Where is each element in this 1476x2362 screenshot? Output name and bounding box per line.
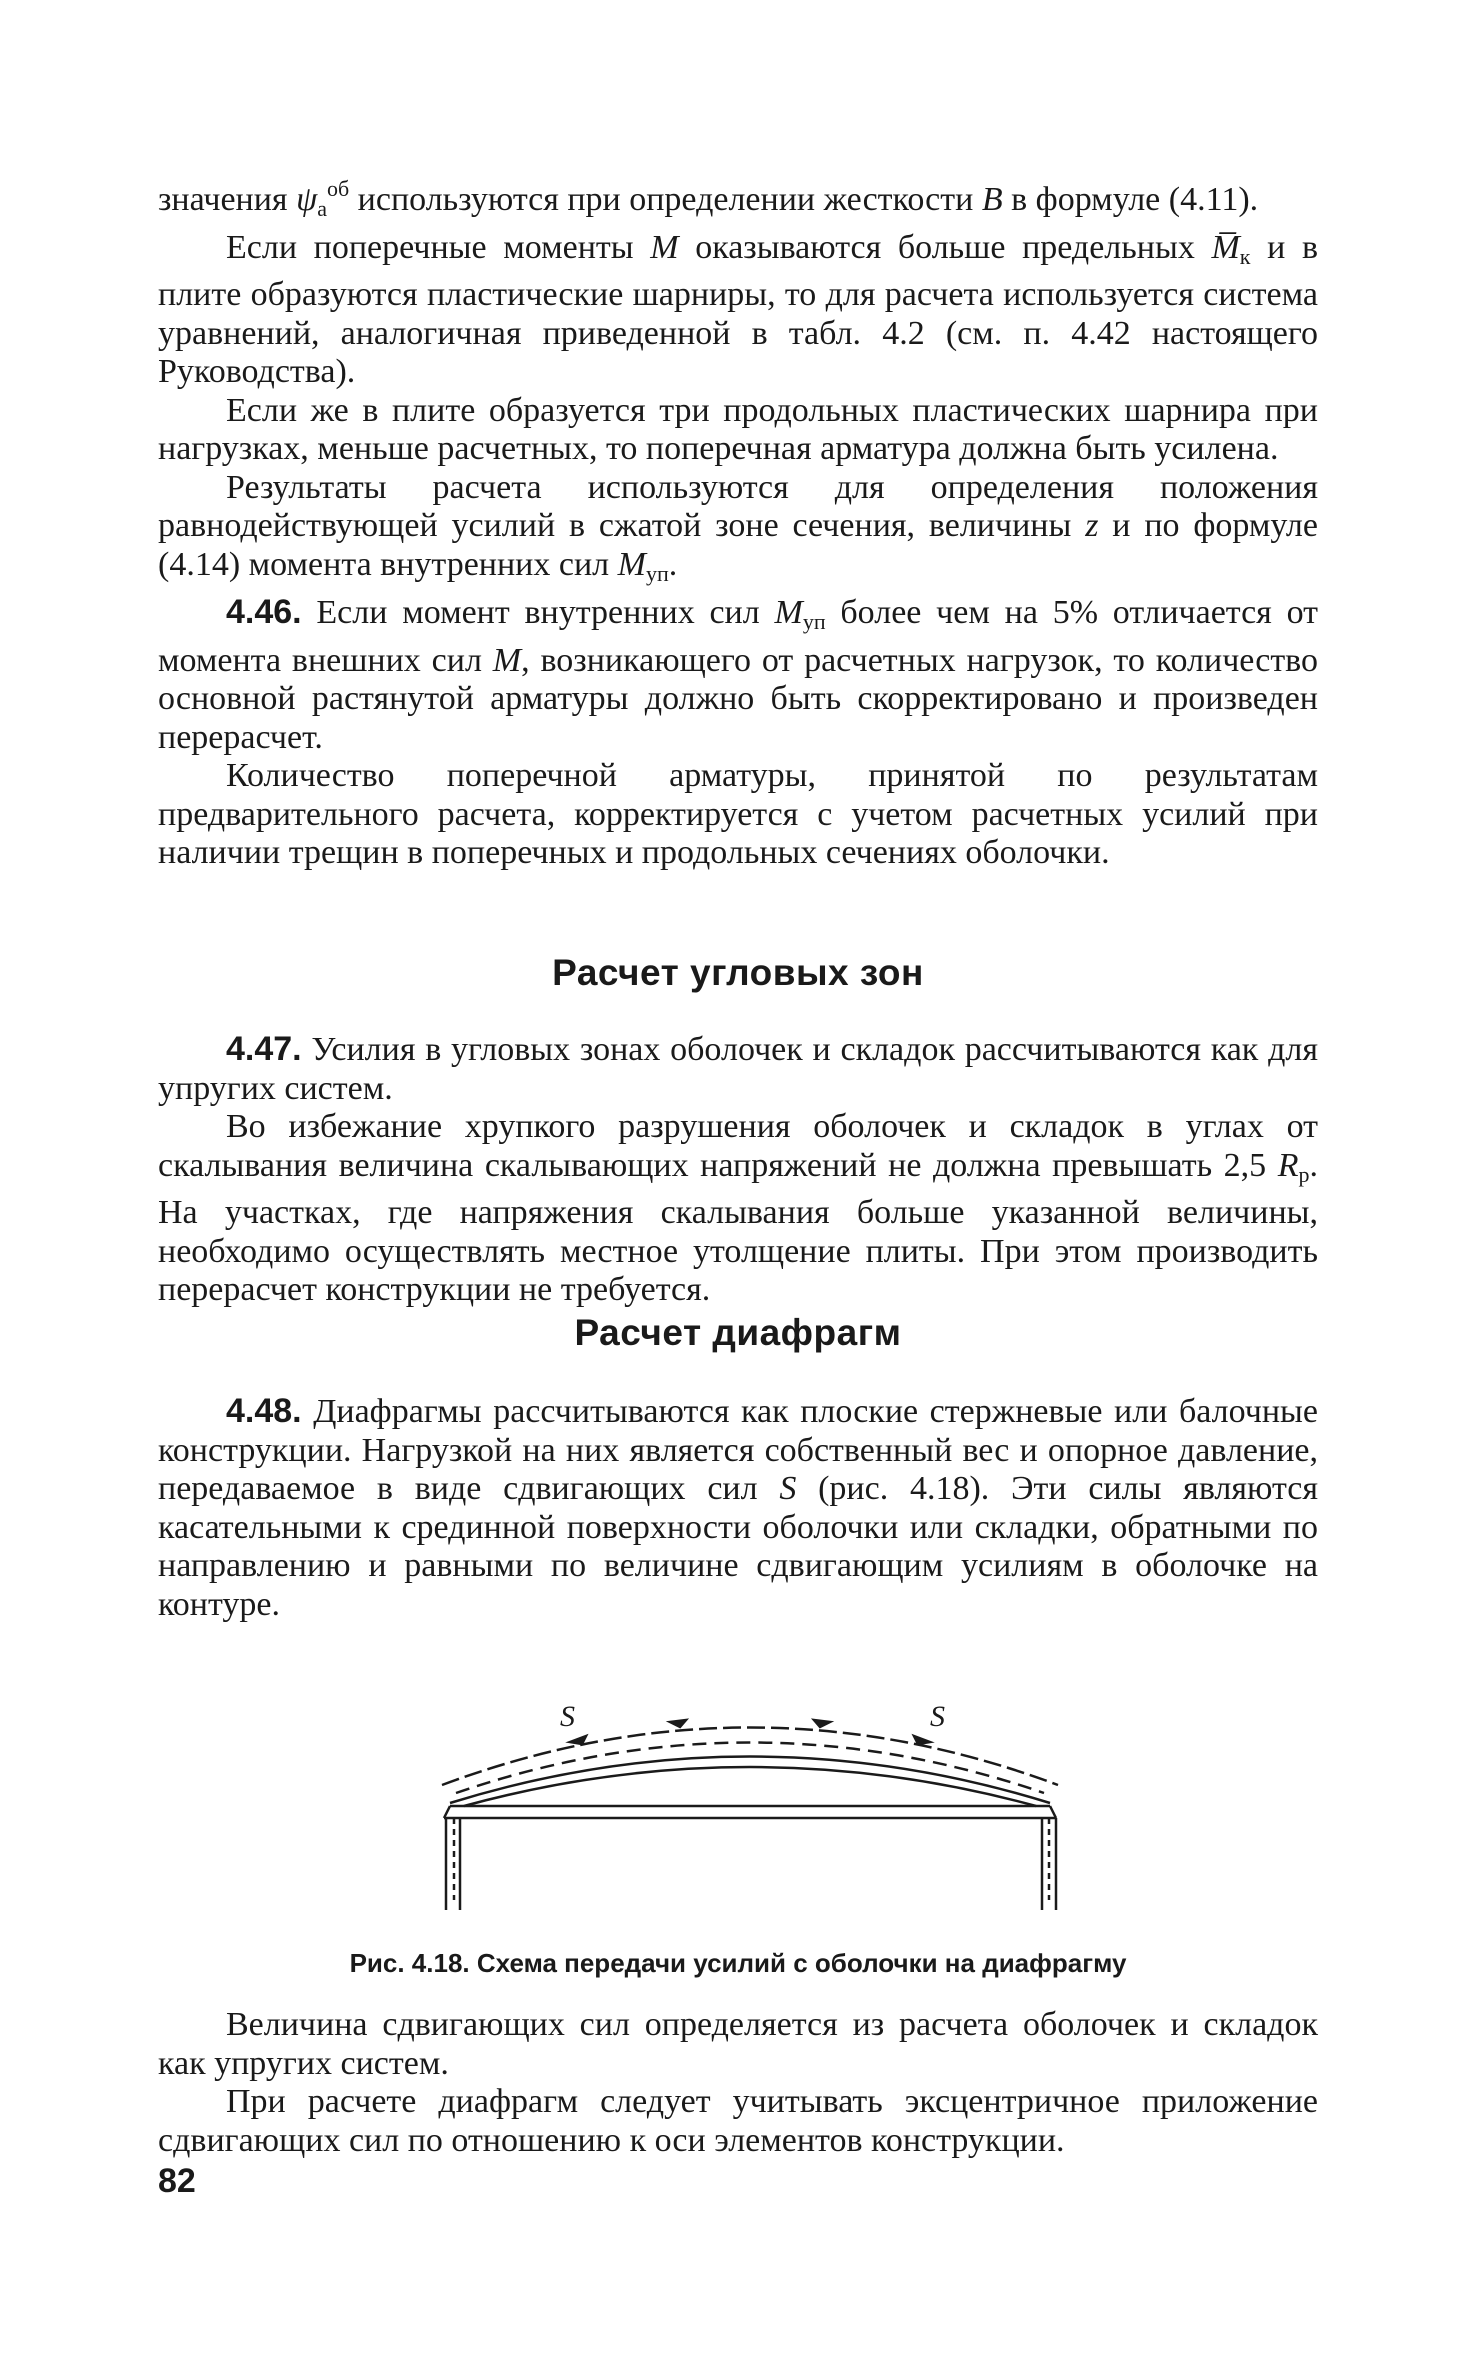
text-block-2 (158, 1030, 1318, 1310)
subscript: уп (802, 609, 826, 634)
force-label-right: S (930, 1700, 945, 1733)
clause-number: 4.47. (226, 1030, 302, 1068)
force-label-left: S (560, 1700, 575, 1733)
paragraph: Количество поперечной арматуры, принятой по результатам предварительного расчета, корректируется с учетом расчетных усилий при наличии трещин в поперечных и продольных сечениях оболочки. (158, 757, 1318, 871)
symbol-M-bar: M̅ (1211, 228, 1240, 266)
figure-4-18 (430, 1700, 1070, 1930)
text-span: используются при определении жесткости (349, 181, 982, 218)
paragraph (158, 593, 1318, 757)
text-span: оказываются больше предельных (678, 228, 1212, 266)
text-span: . На участках, где напряжения скалывания больше указанной величины, необходимо осуществлять местное утолщение плиты. При этом производить перерасчет конструкции не требуется. (158, 1146, 1318, 1308)
paragraph (158, 170, 1318, 229)
text-span: более чем на 5% отличается от момента внешних сил (158, 594, 1318, 679)
text-span: и в плите образуются пластические шарниры, то для расчета используется система уравнений, аналогичная приведенной в табл. 4.2 (см. п. 4.42 настоящего Руководства). (158, 228, 1319, 390)
text-span: Во избежание хрупкого разрушения оболочек и складок в углах от скалывания величина скалывающих напряжений не должна превышать 2,5 (158, 1108, 1318, 1184)
subscript: а (317, 196, 327, 221)
paragraph: Величина сдвигающих сил определяется из расчета оболочек и складок как упругих систем. (158, 2006, 1318, 2082)
subscript: р (1298, 1161, 1310, 1187)
text-span: Если поперечные моменты (226, 228, 651, 266)
text-span: и по формуле (4.14) момента внутренних сил (158, 507, 1318, 583)
psi-symbol: ψ (296, 181, 318, 218)
section-heading: Расчет угловых зон (552, 952, 924, 993)
symbol-M: M (617, 545, 646, 583)
text-span: Результаты расчета используются для определения положения равнодействующей усилий в сжатой зоне сечения, величины (158, 468, 1318, 544)
figure-caption: Рис. 4.18. Схема передачи усилий с оболочки на диафрагму (349, 1948, 1127, 1978)
symbol-M: M (650, 228, 679, 266)
text-block-3 (158, 1392, 1318, 1624)
section-heading-wrap (158, 1312, 1318, 1354)
text-block-1 (158, 170, 1318, 873)
shell-arc (450, 1757, 1050, 1804)
section-heading-wrap (158, 952, 1318, 994)
paragraph (158, 469, 1318, 594)
text-span: Диафрагмы рассчитываются как плоские стержневые или балочные конструкции. Нагрузкой на них является собственный вес и опорное давление, передаваемое в виде сдвигающих сил (158, 1393, 1318, 1507)
paragraph (158, 229, 1318, 392)
shell-arc-inner (464, 1767, 1036, 1806)
clause-number: 4.46. (226, 593, 302, 631)
text-span: , возникающего от расчетных нагрузок, то количество основной растянутой арматуры должно быть скорректировано и произведен перерасчет. (158, 641, 1319, 756)
symbol-B: B (981, 181, 1003, 218)
diaphragm-diagram (430, 1700, 1070, 1930)
symbol-z: z (1085, 507, 1099, 544)
symbol-M: M (492, 641, 522, 679)
subscript: к (1239, 243, 1251, 269)
paragraph (158, 1030, 1318, 1108)
text-span: Если момент внутренних сил (301, 594, 775, 631)
superscript: об (326, 176, 350, 201)
text-span: в формуле (4.11). (1002, 181, 1259, 218)
text-span: Усилия в угловых зонах оболочек и складок рассчитываются как для упругих систем. (158, 1031, 1318, 1107)
paragraph: Если же в плите образуется три продольных пластических шарнира при нагрузках, меньше расчетных, то поперечная арматура должна быть усилена. (158, 391, 1318, 467)
paragraph (158, 1108, 1318, 1310)
subscript: уп (645, 560, 669, 586)
paragraph: При расчете диафрагм следует учитывать эксцентричное приложение сдвигающих сил по отношению к оси элементов конструкции. (158, 2083, 1318, 2159)
symbol-R: R (1277, 1146, 1299, 1184)
paragraph (158, 1392, 1318, 1624)
text-span: значения (158, 181, 297, 218)
symbol-S: S (779, 1470, 797, 1507)
clause-number: 4.48. (226, 1392, 302, 1430)
symbol-M: M (774, 594, 803, 631)
text-block-4 (158, 2006, 1318, 2160)
text-span: (рис. 4.18). Эти силы являются касательными к срединной поверхности оболочки или складки, обратными по направлению и равными по величине сдвигающим усилиям в оболочке на контуре. (158, 1470, 1318, 1623)
page-number: 82 (158, 2162, 196, 2200)
section-heading: Расчет диафрагм (574, 1312, 902, 1353)
text-span: . (668, 545, 678, 583)
